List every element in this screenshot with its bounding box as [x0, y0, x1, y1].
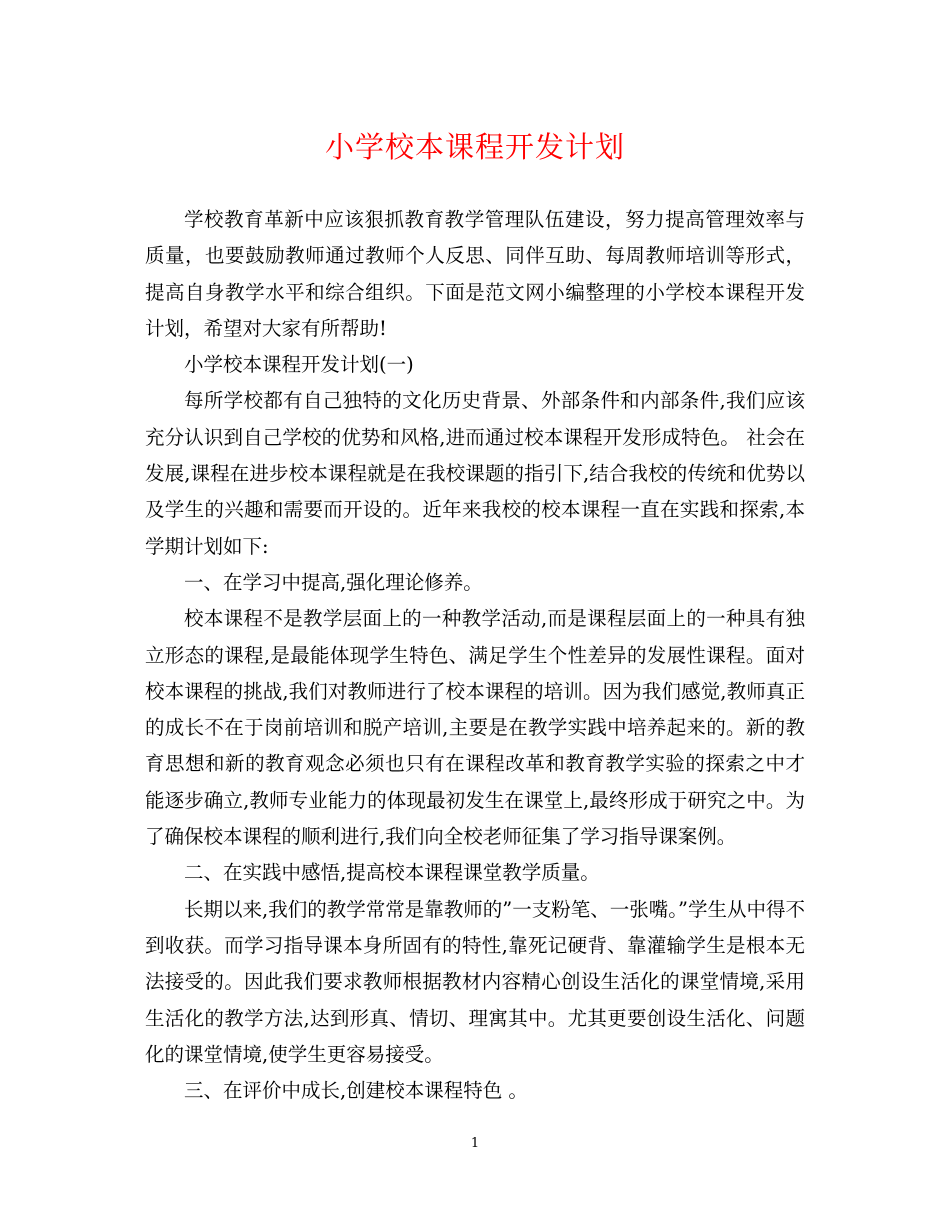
paragraph-heading-3: 三、在评价中成长,创建校本课程特色 。: [184, 1079, 528, 1103]
paragraph-intro: 学校教育革新中应该狠抓教育教学管理队伍建设，努力提高管理效率与质量，也要鼓励教师通过教师个人反思、同伴互助、每周教师培训等形式，提高自身教学水平和综合组织。下面是范文网小编整理的小学校本课程开发计划，希望对大家有所帮助!: [145, 208, 805, 340]
document-title: 小学校本课程开发计划: [324, 130, 625, 164]
page-number: 1: [470, 1136, 480, 1151]
paragraph-heading-1: 一、在学习中提高,强化理论修养。: [184, 570, 483, 594]
paragraph-background: 每所学校都有自己独特的文化历史背景、外部条件和内部条件,我们应该充分认识到自己学校的优势和风格,进而通过校本课程开发形成特色。 社会在发展,课程在进步校本课程就是在我校课题的指引下,结合我校的传统和优势以及学生的兴趣和需要而开设的。近年来我校的校本课程一直在实践和探索,本学期计划如下:: [145, 389, 805, 558]
document-body: [145, 202, 805, 1109]
paragraph-theory: 校本课程不是教学层面上的一种教学活动,而是课程层面上的一种具有独立形态的课程,是最能体现学生特色、满足学生个性差异的发展性课程。面对校本课程的挑战,我们对教师进行了校本课程的培训。因为我们感觉,教师真正的成长不在于岗前培训和脱产培训,主要是在教学实践中培养起来的。新的教育思想和新的教育观念必须也只有在课程改革和教育教学实验的探索之中才能逐步确立,教师专业能力的体现最初发生在课堂上,最终形成于研究之中。为了确保校本课程的顺利进行,我们向全校老师征集了学习指导课案例。: [145, 607, 805, 849]
paragraph-practice: 长期以来,我们的教学常常是靠教师的”一支粉笔、一张嘴。”学生从中得不到收获。而学习指导课本身所固有的特性,靠死记硬背、靠灌输学生是根本无法接受的。因此我们要求教师根据教材内容精心创设生活化的课堂情境,采用生活化的教学方法,达到形真、情切、理寓其中。尤其更要创设生活化、问题化的课堂情境,使学生更容易接受。: [145, 897, 805, 1066]
paragraph-heading-2: 二、在实践中感悟,提高校本课程课堂教学质量。: [184, 861, 600, 885]
paragraph-section-heading: 小学校本课程开发计划(一): [184, 353, 414, 377]
